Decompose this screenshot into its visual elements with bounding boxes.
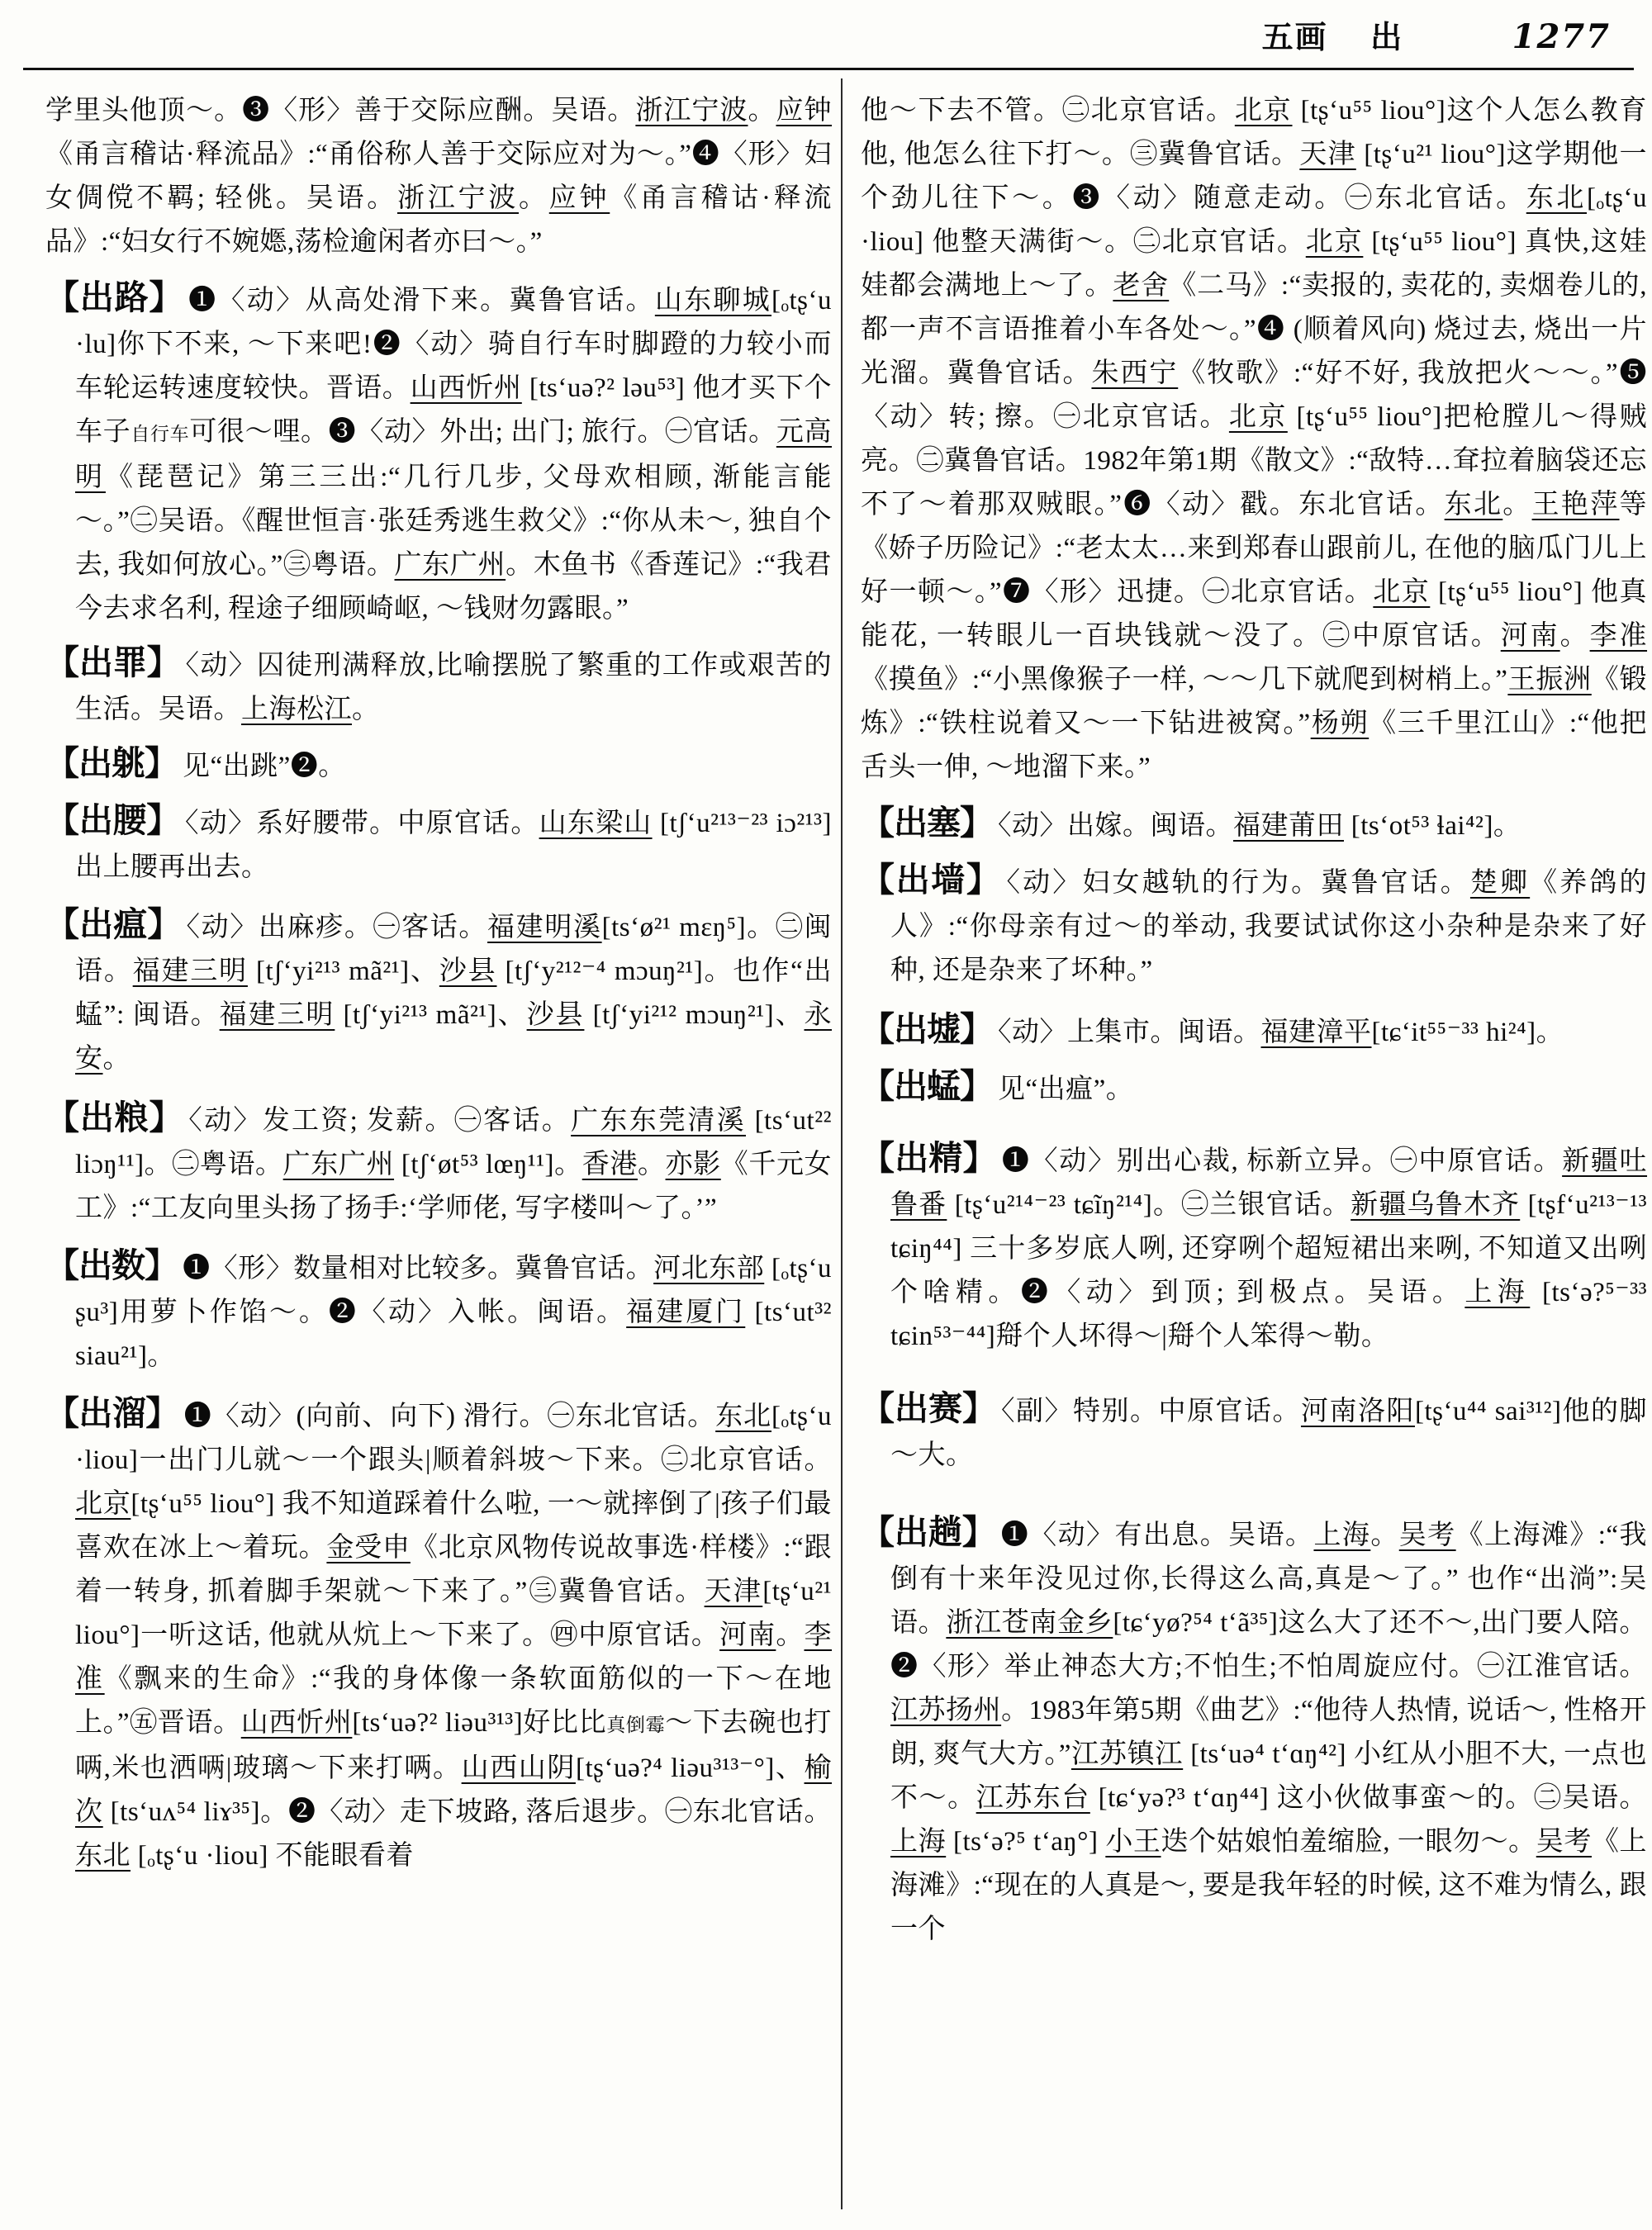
text-segment: [tʂ‘uə?⁴ liəu³¹³⁻°]、 [575,1753,805,1783]
headword: 【出溜】 [45,1394,179,1432]
text-segment: [ₒtʂ‘u ·liou]一出门儿就～一个跟头|顺着斜坡～下来。㊁北京官话。 [75,1402,833,1475]
proper-name: 山西忻州 [410,373,522,403]
text-segment: 见“出瘟”。 [998,1075,1134,1104]
headword: 【出数】 [45,1246,178,1284]
headword: 【出蜢】 [861,1067,993,1105]
proper-name: 应钟 [548,183,610,213]
text-segment: [tʃ‘y²¹²⁻⁴ mɔuŋ²¹]。也作“出蜢”: 闽语。 [75,956,833,1030]
dict-entry [45,641,832,732]
headword: 【出墙】 [861,861,1002,899]
proper-name: 江苏镇江 [1070,1739,1184,1769]
proper-name: 河南 [1500,621,1560,651]
text-segment: 学里头他顶～。❸〈形〉善于交际应酬。吴语。 [45,96,636,126]
text-segment: [tʂ‘u⁵⁵ liou°] 我不知道踩着什么啦, 一～就摔倒了|孩子们最喜欢在冰上～着玩。 [75,1489,832,1563]
page-header [0,12,1619,57]
text-segment: 《锻炼》:“铁柱说着又～一下钻进被窝。” [861,665,1648,738]
text-segment: ～下去碗也打唡,米也洒唡|玻璃～下来打唡。 [75,1708,832,1783]
proper-name: 山东梁山 [539,809,653,838]
text-segment: 《飘来的生命》:“我的身体像一条软面筋似的一下～在地上。”㊄晋语。 [75,1664,832,1738]
text-segment: [tʃ‘u²¹³⁻²³ iɔ²¹³] 出上腰再出去。 [75,809,833,882]
proper-name: 吴考 [1536,1827,1592,1857]
proper-name: 广东东莞清溪 [571,1106,746,1136]
text-segment: 《北京风物传说故事选·样楼》:“跟着一转身, 抓着脚手架就～下来了。”㊂冀鲁官话。 [75,1533,833,1606]
text-segment: 〈动〉发工资; 发薪。㊀客话。 [188,1106,572,1136]
proper-name: 福建莆田 [1233,811,1344,841]
text-segment: [ts‘ø²¹ mɛŋ⁵]。㊁闽语。 [75,913,833,986]
text-segment: [ₒtʂ‘u ʂu³]用萝卜作馅～。❷〈动〉入帐。闽语。 [75,1254,833,1327]
text-segment: 《摸鱼》:“小黑像猴子一样, ～～几下就爬到树梢上。” [861,665,1508,695]
proper-name: 李准 [75,1620,832,1694]
proper-name: 福建厦门 [626,1298,746,1327]
text-segment: [ts‘ut²² liɔŋ¹¹]。㊁粤语。 [75,1106,833,1179]
section-label: 五画 [1261,21,1328,55]
text-segment: 。 [776,1620,805,1650]
proper-name: 福建漳平 [1260,1018,1372,1047]
headword: 【出塞】 [861,804,993,842]
text-segment: 他～下去不管。㊁北京官话。 [861,96,1235,126]
dict-entry [45,276,832,631]
text-segment: 《三千里江山》:“他把舌头一伸, ～地溜下来。” [861,709,1647,782]
proper-name: 吴考 [1398,1521,1456,1550]
text-segment: [tʂ‘u²¹⁴⁻²³ tɕĩŋ²¹⁴]。㊁兰银官话。 [947,1190,1351,1220]
proper-name: 河南洛阳 [1300,1397,1415,1426]
continuation-paragraph [45,89,832,264]
text-segment: 可很～哩。❸〈动〉外出; 出门; 旅行。㊀官话。 [189,417,776,447]
text-segment: ❶〈形〉数量相对比较多。冀鲁官话。 [183,1254,654,1283]
text-segment: 《牧歌》:“好不好, 我放把火～～。”❺〈动〉转; 擦。㊀北京官话。 [861,358,1648,432]
text-segment: ❶〈动〉从高处滑下来。冀鲁官话。 [188,286,655,316]
text-segment: 〈动〉妇女越轨的行为。冀鲁官话。 [1006,868,1470,898]
dict-entry [45,903,832,1081]
inline-gloss: 自行车 [131,424,190,444]
text-segment: 《甬言稽诂·释流品》:“甬俗称人善于交际应对为～。”❹〈形〉妇女倜傥不羁; 轻佻。吴语。 [45,140,832,213]
proper-name: 福建三明 [132,956,248,986]
left-column [45,89,832,1878]
headword: 【出趟】 [861,1513,996,1551]
header-rule [23,68,1634,70]
text-segment: [tɕ‘it⁵⁵⁻³³ hi²⁴]。 [1371,1018,1564,1047]
text-segment: ❶〈动〉别出心裁, 标新立异。㊀中原官话。 [1001,1146,1563,1176]
proper-name: 上海 [1464,1278,1531,1307]
headword: 【出粮】 [45,1098,184,1136]
proper-name: 金受申 [326,1533,411,1563]
proper-name: 上海松江 [241,695,352,724]
proper-name: 上海 [1313,1521,1371,1550]
proper-name: 小王 [1105,1827,1161,1857]
dict-entry [861,1387,1647,1478]
proper-name: 东北 [1526,183,1587,213]
proper-name: 杨朔 [1310,709,1370,738]
proper-name: 山东聊城 [654,286,772,316]
text-segment: 〈动〉出麻疹。㊀客话。 [186,913,488,942]
text-segment: 。 [518,183,549,213]
dict-entry [861,1008,1647,1055]
proper-name: 东北 [715,1402,772,1431]
text-segment: [tʂ‘u⁵⁵ liou°]把枪膛儿～得贼亮。㊁冀鲁官话。1982年第1期《散文》:“敌特…耷拉着脑袋还忘不了～着那双贼眼。”❻〈动〉戳。东北官话。 [861,402,1647,520]
text-segment: 〈动〉上集市。闽语。 [998,1018,1261,1047]
page-number: 1277 [1512,17,1611,56]
headword: 【出墟】 [861,1010,993,1048]
proper-name: 王振洲 [1507,665,1592,695]
proper-name: 上海 [890,1827,947,1857]
text-segment: 。1983年第5期《曲艺》:“他待人热情, 说话～, 性格开朗, 爽气大方。” [890,1696,1647,1769]
proper-name: 永安 [75,1000,832,1074]
proper-name: 东北 [75,1841,131,1871]
proper-name: 王艳萍 [1531,490,1620,520]
text-segment: [tʂf‘u²¹³⁻¹³ tɕiŋ⁴⁴] 三十多岁底人咧, 还穿咧个超短裙出来咧, 不知道又出咧个啥精。❷〈动〉到顶; 到极点。吴语。 [890,1190,1648,1307]
proper-name: 河南 [719,1620,776,1650]
continuation-paragraph [861,89,1647,790]
text-segment: 《二马》:“卖报的, 卖花的, 卖烟卷儿的, 都一声不言语推着小车各处～。”❹ (顺着风向) 烧过去, 烧出一片光溜。冀鲁官话。 [861,271,1647,388]
dict-entry [45,1392,832,1878]
proper-name: 亦影 [665,1150,721,1179]
text-segment: 《甬言稽诂·释流品》:“妇女行不婉嫕,荡检逾闲者亦曰～。” [45,183,833,257]
proper-name: 元高明 [75,417,833,492]
text-segment: [tɕ‘yə?³ t‘ɑŋ⁴⁴] 这小伙做事蛮～的。㊁吴语。 [1089,1783,1647,1813]
proper-name: 广东广州 [394,550,506,580]
text-segment: [ts‘ut³² siau²¹]。 [75,1298,833,1371]
proper-name: 北京 [1373,577,1431,607]
proper-name: 山西山阴 [461,1753,576,1783]
text-segment: 《上海滩》:“现在的人真是～, 要是我年轻的时候, 这不难为情么, 跟一个 [890,1827,1648,1944]
proper-name: 天津 [704,1577,763,1606]
text-segment: [tʃ‘yi²¹² mɔuŋ²¹]、 [584,1000,805,1030]
proper-name: 北京 [1234,96,1293,126]
proper-name: 福建三明 [219,1000,335,1030]
text-segment: [tʃ‘øt⁵³ lœŋ¹¹]。 [394,1150,582,1179]
text-segment: [tʂ‘u⁴⁴ sai³¹²]他的脚～大。 [890,1397,1648,1470]
text-segment: [tʂ‘u²¹ liou°]这学期他一个劲儿往下～。❸〈动〉随意走动。㊀东北官话。 [861,140,1648,213]
proper-name: 浙江苍南金乡 [946,1608,1113,1638]
headword: 【出精】 [861,1139,997,1177]
text-segment: 〈动〉囚徒刑满释放,比喻摆脱了繁重的工作或艰苦的生活。吴语。 [75,651,833,724]
proper-name: 新疆乌鲁木齐 [1351,1190,1521,1220]
proper-name: 北京 [75,1489,131,1519]
headword: 【出赛】 [861,1389,996,1427]
proper-name: 福建明溪 [487,913,602,942]
proper-name: 江苏扬州 [890,1696,1002,1725]
text-segment: [tʂ‘u²¹ liou°]一听这话, 他就从炕上～下来了。㊃中原官话。 [75,1577,833,1650]
proper-name: 北京 [1228,402,1288,432]
proper-name: 浙江宁波 [396,183,519,213]
proper-name: 天津 [1299,140,1356,169]
text-segment: 〈动〉系好腰带。中原官话。 [184,809,539,838]
proper-name: 浙江宁波 [635,96,748,126]
proper-name: 李准 [1589,621,1648,651]
text-segment: 《养鸽的人》:“你母亲有过～的举动, 我要试试你这小杂种是杂来了好种, 还是杂来了坏种。” [890,868,1648,985]
text-segment: 见“出跳”❷。 [183,752,346,781]
dict-entry [45,1096,832,1231]
text-segment: 。 [102,1044,131,1074]
text-segment: [tʃ‘yi²¹³ mã²¹]、 [335,1000,527,1030]
text-segment: 。 [1370,1521,1399,1550]
text-segment: 《上海滩》:“我倒有十来年没见过你,长得这么高,真是～了。” 也作“出淌”:吴语。 [890,1521,1648,1638]
text-segment: [tʃ‘yi²¹³ mã²¹]、 [247,956,439,986]
head-character: 出 [1370,21,1404,55]
proper-name: 江苏东台 [976,1783,1090,1813]
column-divider [841,78,843,2209]
text-segment: [ts‘ot⁵³ ɬai⁴²]。 [1344,811,1521,841]
dict-entry [861,1511,1647,1952]
proper-name: 山西忻州 [240,1708,353,1738]
proper-name: 老舍 [1113,271,1170,301]
text-segment: 〈副〉特别。中原官话。 [1001,1397,1301,1426]
text-segment: [ts‘uə?² liəu³¹³]好比比 [352,1708,607,1738]
dict-entry [45,799,832,890]
text-segment: 。 [637,1150,666,1179]
headword: 【出路】 [45,278,184,316]
text-segment: [ts‘uʌ⁵⁴ liɤ³⁵]。❷〈动〉走下坡路, 落后退步。㊀东北官话。 [102,1797,833,1827]
dict-entry [861,1065,1647,1112]
text-segment: [ₒtʂ‘u ·liou] 他整天满街～。㊁北京官话。 [861,183,1647,257]
dict-entry [861,801,1647,848]
proper-name: 东北 [1444,490,1503,520]
text-segment: 《琵琶记》第三三出:“几行几步, 父母欢相顾, 渐能言能～。”㊁吴语。《醒世恒言·张廷秀逃生救父》:“你从未～, 独自个去, 我如何放心。”㊂粤语。 [75,463,832,580]
right-column [861,89,1647,1952]
text-segment: 〈动〉出嫁。闽语。 [998,811,1233,841]
text-segment: ❶〈动〉(向前、向下) 滑行。㊀东北官话。 [183,1402,716,1431]
headword: 【出罪】 [45,643,181,681]
text-segment: [ts‘ə?⁵ t‘aŋ°] [946,1827,1106,1857]
text-segment: [tɕ‘yø?⁵⁴ t‘ã³⁵]这么大了还不～,出门要人陪。❷〈形〉举止神态大方;不怕生;不怕周旋应付。㊀江淮官话。 [890,1608,1648,1682]
inline-gloss: 真倒霉 [606,1715,666,1735]
dict-entry [45,742,832,789]
headword: 【出腰】 [45,801,180,839]
proper-name: 香港 [582,1150,638,1179]
text-segment: [ts‘ə?⁵⁻³³ tɕin⁵³⁻⁴⁴]搿个人坏得～|搿个人笨得～勒。 [890,1278,1647,1351]
text-segment: 。 [352,695,380,724]
dict-entry [861,858,1647,993]
proper-name: 北京 [1305,227,1364,257]
proper-name: 榆次 [75,1753,833,1827]
text-segment: [ts‘uə⁴ t‘ɑŋ⁴²] 小红从小胆不大, 一点也不～。 [890,1739,1647,1813]
text-segment: [ₒtʂ‘u ·lu]你下不来, ～下来吧!❷〈动〉骑自行车时脚蹬的力较小而车轮运转速度较快。晋语。 [75,286,833,403]
text-segment: [ₒtʂ‘u ·liou] 不能眼看着 [131,1841,415,1871]
text-segment: 《千元女工》:“工友向里头扬了扬手:‘学师佬, 写字楼叫～了。’” [75,1150,833,1223]
text-segment: 。 [1502,490,1532,520]
proper-name: 河北东部 [653,1254,765,1283]
headword: 【出瘟】 [45,905,182,943]
proper-name: 广东广州 [282,1150,395,1179]
text-segment: 迭个姑娘怕羞缩脸, 一眼勿～。 [1161,1827,1536,1857]
text-segment: [tʂ‘u⁵⁵ liou°]这个人怎么教育他, 他怎么往下打～。㊂冀鲁官话。 [861,96,1648,169]
text-segment: 。木鱼书《香莲记》:“我君今去求名利, 程途子细顾崎岖, ～钱财勿露眼。” [75,550,832,624]
text-segment: [tʂ‘u⁵⁵ liou°] 真快,这娃娃都会满地上～了。 [861,227,1647,301]
dict-entry [45,1244,832,1378]
text-segment: ❶〈动〉有出息。吴语。 [1000,1521,1314,1550]
dict-entry [861,1136,1647,1359]
proper-name: 朱西宁 [1091,358,1179,388]
proper-name: 沙县 [526,1000,585,1030]
proper-name: 新疆吐鲁番 [890,1146,1648,1220]
proper-name: 楚卿 [1469,868,1531,898]
proper-name: 应钟 [776,96,833,126]
text-segment: [ts‘uə?² ləu⁵³] 他才买下个车子 [75,373,833,447]
headword: 【出䠷】 [45,744,178,782]
text-segment: [tʂ‘u⁵⁵ liou°] 他真能花, 一转眼儿一百块钱就～没了。㊁中原官话。 [861,577,1647,651]
text-segment: 。 [1559,621,1590,651]
text-segment: 。 [748,96,776,126]
text-segment: 等《娇子历险记》:“老太太…来到郑春山跟前儿, 在他的脑瓜门儿上好一顿～。”❼〈形〉迅捷。㊀北京官话。 [861,490,1648,607]
proper-name: 沙县 [439,956,497,986]
